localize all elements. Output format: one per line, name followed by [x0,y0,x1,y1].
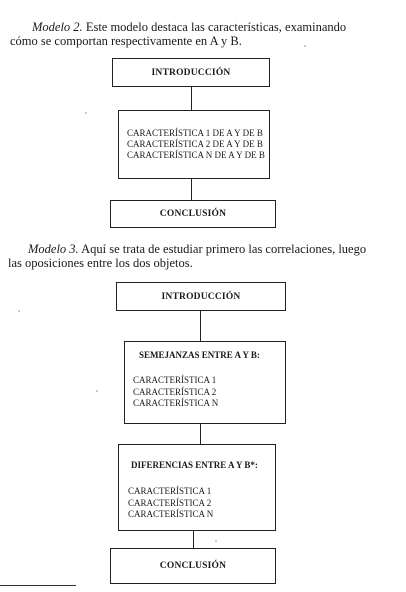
model3-intro-label: INTRODUCCIÓN [161,291,241,302]
model2-characteristic-n: CARACTERÍSTICA N DE A Y DE B [127,150,265,160]
model3-paragraph [28,242,398,256]
footnote-rule [0,585,76,586]
model3-difference-1: CARACTERÍSTICA 1 [128,486,212,496]
model3-intro-box [116,282,286,311]
model3-similarities-heading: SEMEJANZAS ENTRE A Y B: [139,350,260,360]
model3-similarity-n: CARACTERÍSTICA N [133,398,219,408]
model2-lead: Modelo 2. [32,20,83,34]
model3-conclusion-label: CONCLUSIÓN [159,561,227,571]
model3-connector-2 [200,424,201,444]
model3-similarities-list [133,375,218,410]
model2-conclusion-box [110,200,276,228]
scan-speck [215,540,217,542]
model2-text-line2: cómo se comportan respectivamente en A y B. [10,34,242,48]
model2-text-line1: Este modelo destaca las características, examinando [82,20,347,34]
model3-difference-n: CARACTERÍSTICA N [128,509,214,519]
model2-connector-2 [191,179,192,200]
model2-paragraph [32,20,392,34]
model3-similarities-box [124,341,286,424]
model3-differences-box [118,444,276,531]
model2-characteristic-1: CARACTERÍSTICA 1 DE A Y DE B [127,128,263,138]
model3-similarity-2: CARACTERÍSTICA 2 [133,386,217,397]
model2-conclusion-label: CONCLUSIÓN [159,209,227,219]
model3-connector-3 [193,531,194,548]
model3-connector-1 [200,311,201,341]
model2-characteristics-list [127,128,265,161]
model3-text-line1: Aquí se trata de estudiar primero las correlaciones, luego [78,242,367,256]
scan-speck [96,390,98,392]
model2-characteristics-box [118,110,270,179]
model3-differences-heading: DIFERENCIAS ENTRE A Y B*: [131,460,258,470]
model3-differences-list [128,486,213,521]
model2-connector-1 [191,87,192,110]
model2-characteristic-2: CARACTERÍSTICA 2 DE A Y DE B [127,139,263,149]
model3-text-line2: las oposiciones entre los dos objetos. [8,256,193,270]
model3-difference-2: CARACTERÍSTICA 2 [128,497,212,508]
model3-similarity-1: CARACTERÍSTICA 1 [133,375,217,385]
scan-speck [18,310,20,312]
model2-intro-label: INTRODUCCIÓN [151,67,231,78]
model3-paragraph-line2 [8,256,388,270]
model3-lead: Modelo 3. [28,242,79,256]
model3-conclusion-box [110,548,276,584]
model2-paragraph-line2 [10,34,390,48]
scan-speck [85,112,87,114]
model2-intro-box [112,58,270,87]
scan-speck [304,45,306,47]
